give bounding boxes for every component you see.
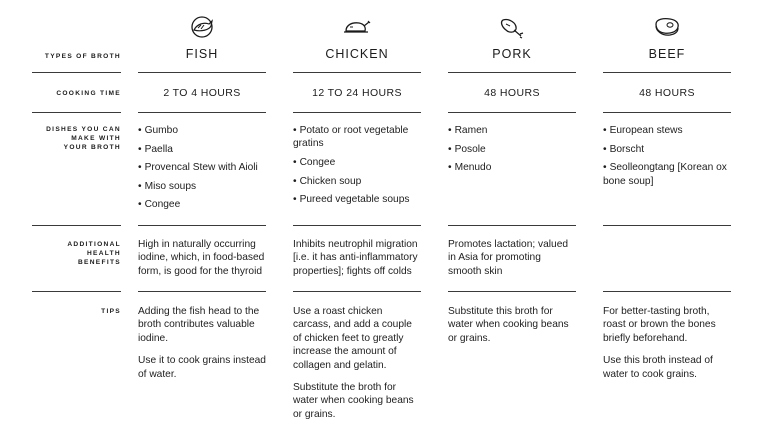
dishes-beef [603, 124, 731, 193]
fish-divider [138, 112, 266, 113]
dish-item: • Potato or root vegetable gratins [293, 125, 409, 150]
dish-item: • Menudo [448, 162, 492, 174]
dishes-pork [448, 124, 576, 180]
dish-list [293, 124, 421, 207]
dish-item: • Congee [293, 157, 336, 168]
tip-paragraph: Substitute the broth for water when cooking beans or grains. [293, 382, 414, 420]
row-label-dishes-line-3: YOUR BROTH [63, 144, 121, 151]
chicken-divider [293, 291, 421, 292]
dishes-fish [138, 124, 266, 217]
row-label-benefits-line-2: HEALTH [86, 250, 121, 257]
dish-item: • Chicken soup [293, 175, 362, 187]
label-divider [32, 72, 121, 73]
pork-leg-icon [497, 15, 527, 39]
row-label-dishes-line-1: DISHES YOU CAN [46, 126, 121, 133]
dish-item: • Provencal Stew with Aioli [138, 162, 258, 174]
cooking-time-beef: 48 HOURS [639, 87, 695, 99]
benefits-chicken: Inhibits neutrophil migration [i.e. it has anti-inflammatory properties]; fights off colds [293, 239, 418, 277]
label-divider [32, 291, 121, 292]
fish-icon [187, 15, 217, 39]
dish-item: • Seolleongtang [Korean ox bone soup] [603, 162, 727, 187]
dish-item: • Pureed vegetable soups [293, 194, 410, 206]
tip-paragraph: Use a roast chicken carcass, and add a couple of chicken feet to greatly increase the amount of collagen and gelatin. [293, 306, 412, 371]
row-label-cooking-time: COOKING TIME [56, 90, 121, 97]
label-divider [32, 225, 121, 226]
column-header-beef: BEEF [648, 47, 686, 61]
dish-item: • Posole [448, 143, 486, 155]
dishes-chicken [293, 124, 421, 212]
fish-divider [138, 72, 266, 73]
tip-paragraph: Substitute this broth for water when cooking beans or grains. [448, 306, 569, 344]
tips-pork [448, 305, 576, 354]
dish-item: • European stews [603, 125, 683, 136]
row-label-dishes [0, 125, 121, 152]
row-label-types: TYPES OF BROTH [44, 53, 121, 60]
row-label-dishes-line-2: MAKE WITH [71, 135, 121, 142]
beef-divider [603, 72, 731, 73]
dish-item: • Congee [138, 199, 181, 211]
beef-divider [603, 112, 731, 113]
row-label-tips: TIPS [101, 308, 121, 315]
tips-beef [603, 305, 731, 390]
tip-paragraph: For better-tasting broth, roast or brown the bones briefly beforehand. [603, 306, 716, 344]
column-header-chicken: CHICKEN [325, 47, 389, 61]
dish-list [603, 124, 731, 188]
dish-item: • Paella [138, 143, 173, 155]
chicken-divider [293, 112, 421, 113]
cooking-time-chicken: 12 TO 24 HOURS [312, 87, 402, 99]
pork-divider [448, 225, 576, 226]
tip-paragraph: Adding the fish head to the broth contributes valuable iodine. [138, 306, 260, 344]
dish-item: • Borscht [603, 143, 645, 155]
dish-list [138, 124, 266, 212]
fish-divider [138, 291, 266, 292]
tips-fish [138, 305, 266, 390]
benefits-fish: High in naturally occurring iodine, which, in food-based form, is good for the thyroid [138, 239, 265, 277]
row-label-benefits-line-1: ADDITIONAL [67, 241, 121, 248]
pork-divider [448, 112, 576, 113]
benefits-pork: Promotes lactation; valued in Asia for promoting smooth skin [448, 239, 569, 277]
column-header-pork: PORK [492, 47, 532, 61]
tip-paragraph: Use this broth instead of water to cook grains. [603, 355, 713, 380]
beef-divider [603, 291, 731, 292]
fish-divider [138, 225, 266, 226]
pork-divider [448, 72, 576, 73]
chicken-icon [342, 15, 372, 39]
tips-chicken [293, 305, 421, 430]
pork-divider [448, 291, 576, 292]
chicken-divider [293, 72, 421, 73]
tip-paragraph: Use it to cook grains instead of water. [138, 355, 266, 380]
cooking-time-fish: 2 TO 4 HOURS [163, 87, 241, 99]
row-label-benefits [0, 240, 121, 267]
cooking-time-pork: 48 HOURS [484, 87, 540, 99]
label-divider [32, 112, 121, 113]
beef-divider [603, 225, 731, 226]
dish-item: • Miso soups [138, 180, 197, 192]
row-label-benefits-line-3: BENEFITS [77, 259, 121, 266]
dish-item: • Gumbo [138, 125, 178, 136]
column-header-fish: FISH [185, 47, 219, 61]
dish-item: • Ramen [448, 125, 488, 136]
steak-icon [652, 15, 682, 39]
dish-list [448, 124, 576, 175]
chicken-divider [293, 225, 421, 226]
